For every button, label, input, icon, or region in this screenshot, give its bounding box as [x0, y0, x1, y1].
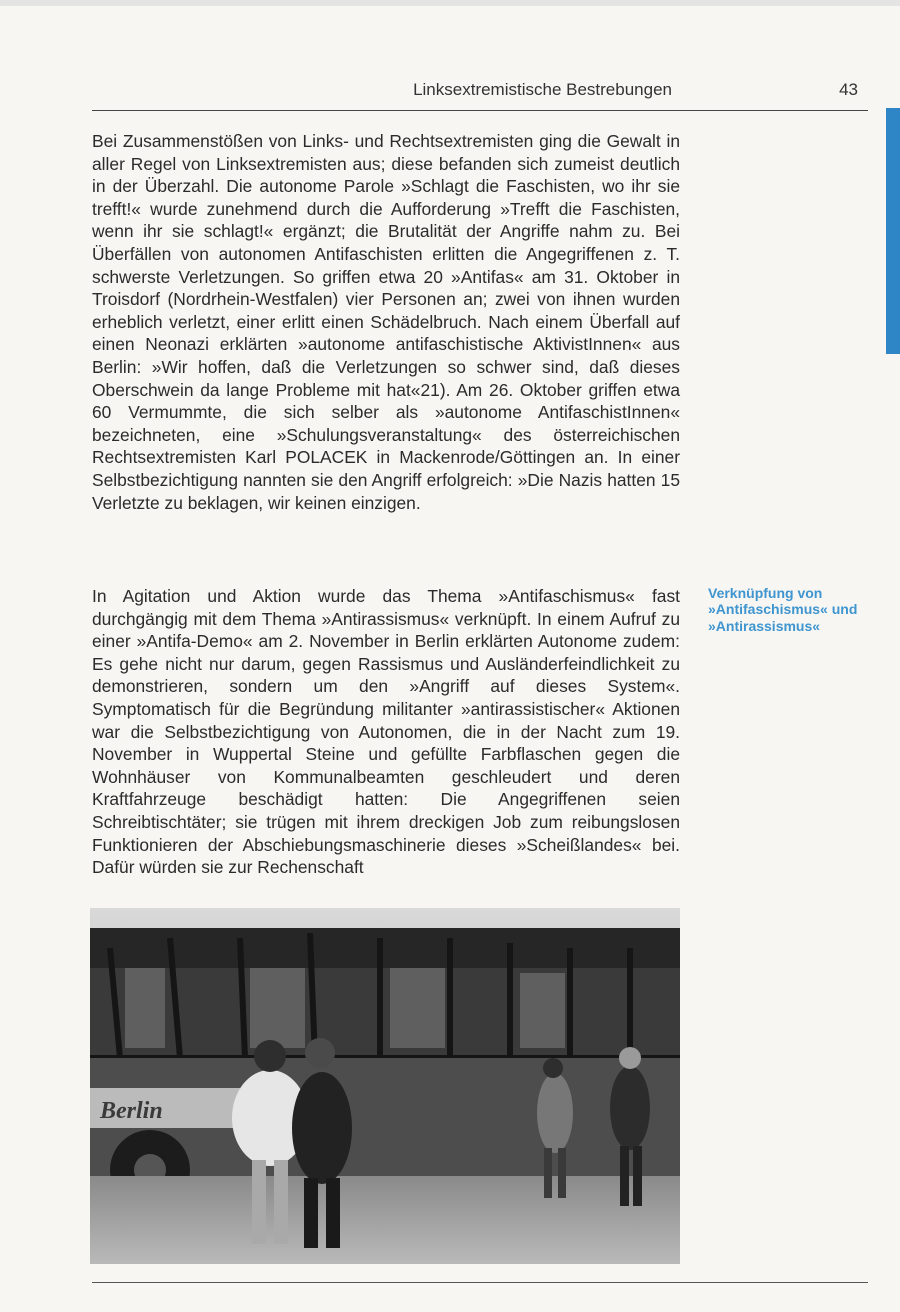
body-paragraph-2	[92, 585, 680, 879]
burned-bus-photo	[90, 908, 680, 1264]
body-paragraph-1	[92, 130, 680, 514]
bus-lettering: Berlin	[100, 1098, 163, 1124]
running-title: Linksextremistische Bestrebungen	[413, 80, 672, 99]
running-head	[92, 80, 868, 106]
paragraph-text: In Agitation und Aktion wurde das Thema »Antifaschismus« fast durchgängig mit dem Thema »Antirassismus« verknüpft. In einem Aufruf zu einer »Antifa-Demo« am 2. November in Berlin erklärten Autonome zudem: Es gehe nicht nur darum, gegen Rassismus und Ausländerfeindlichkeit zu demonstrieren, sondern um den »Angriff auf dieses System«. Symptomatisch für die Begründung militanter »antirassistischer« Aktionen war die Selbstbezichtigung von Autonomen, die in der Nacht zum 19. November in Wuppertal Steine und gefüllte Farbflaschen gegen die Wohnhäuser von Kommunalbeamten geschleudert und deren Kraftfahrzeuge beschädigt hatten: Die Angegriffenen seien Schreibtischtäter; sie trügen mit ihrem dreckigen Job zum reibungslosen Funktionieren der Abschiebungsmaschinerie dieses »Scheißlandes« bei. Dafür würden sie zur Rechenschaft	[92, 586, 680, 878]
page-top-edge	[0, 0, 900, 6]
paragraph-text: Bei Zusammenstößen von Links- und Rechtsextremisten ging die Gewalt in aller Regel von Linksextremisten aus; diese befanden sich zumeist deutlich in der Überzahl. Die autonome Parole »Schlagt die Faschisten, wo ihr sie trefft!« wurde zunehmend durch die Aufforderung »Trefft die Faschisten, wenn ihr sie schlagt!« ergänzt; die Brutalität der Angriffe nahm zu. Bei Überfällen von autonomen Antifaschisten erlitten die Angegriffenen z. T. schwerste Verletzungen. So griffen etwa 20 »Antifas« am 31. Oktober in Troisdorf (Nordrhein-Westfalen) vier Personen an; zwei von ihnen wurden erheblich verletzt, einer erlitt einen Schädelbruch. Nach einem Überfall auf einen Neonazi erklärten »autonome antifaschistische AktivistInnen« aus Berlin: »Wir hoffen, daß die Verletzungen so schwer sind, daß dieses Oberschwein da lange Probleme mit hat«21). Am 26. Oktober griffen etwa 60 Vermummte, die sich selber als »autonome AntifaschistInnen« bezeichneten, eine »Schulungsveranstaltung« des österreichischen Rechtsextremisten Karl POLACEK in Mackenrode/Göttingen an. In einer Selbstbezichtigung nannten sie den Angriff erfolgreich: »Die Nazis hatten 15 Verletzte zu beklagen, wir keinen einzigen.	[92, 131, 680, 513]
page-number: 43	[839, 80, 858, 99]
chapter-side-tab	[886, 108, 900, 354]
footer-rule	[92, 1282, 868, 1283]
header-rule	[92, 110, 868, 111]
margin-note: Verknüpfung von »Antifaschismus« und »Antirassismus«	[708, 585, 858, 634]
